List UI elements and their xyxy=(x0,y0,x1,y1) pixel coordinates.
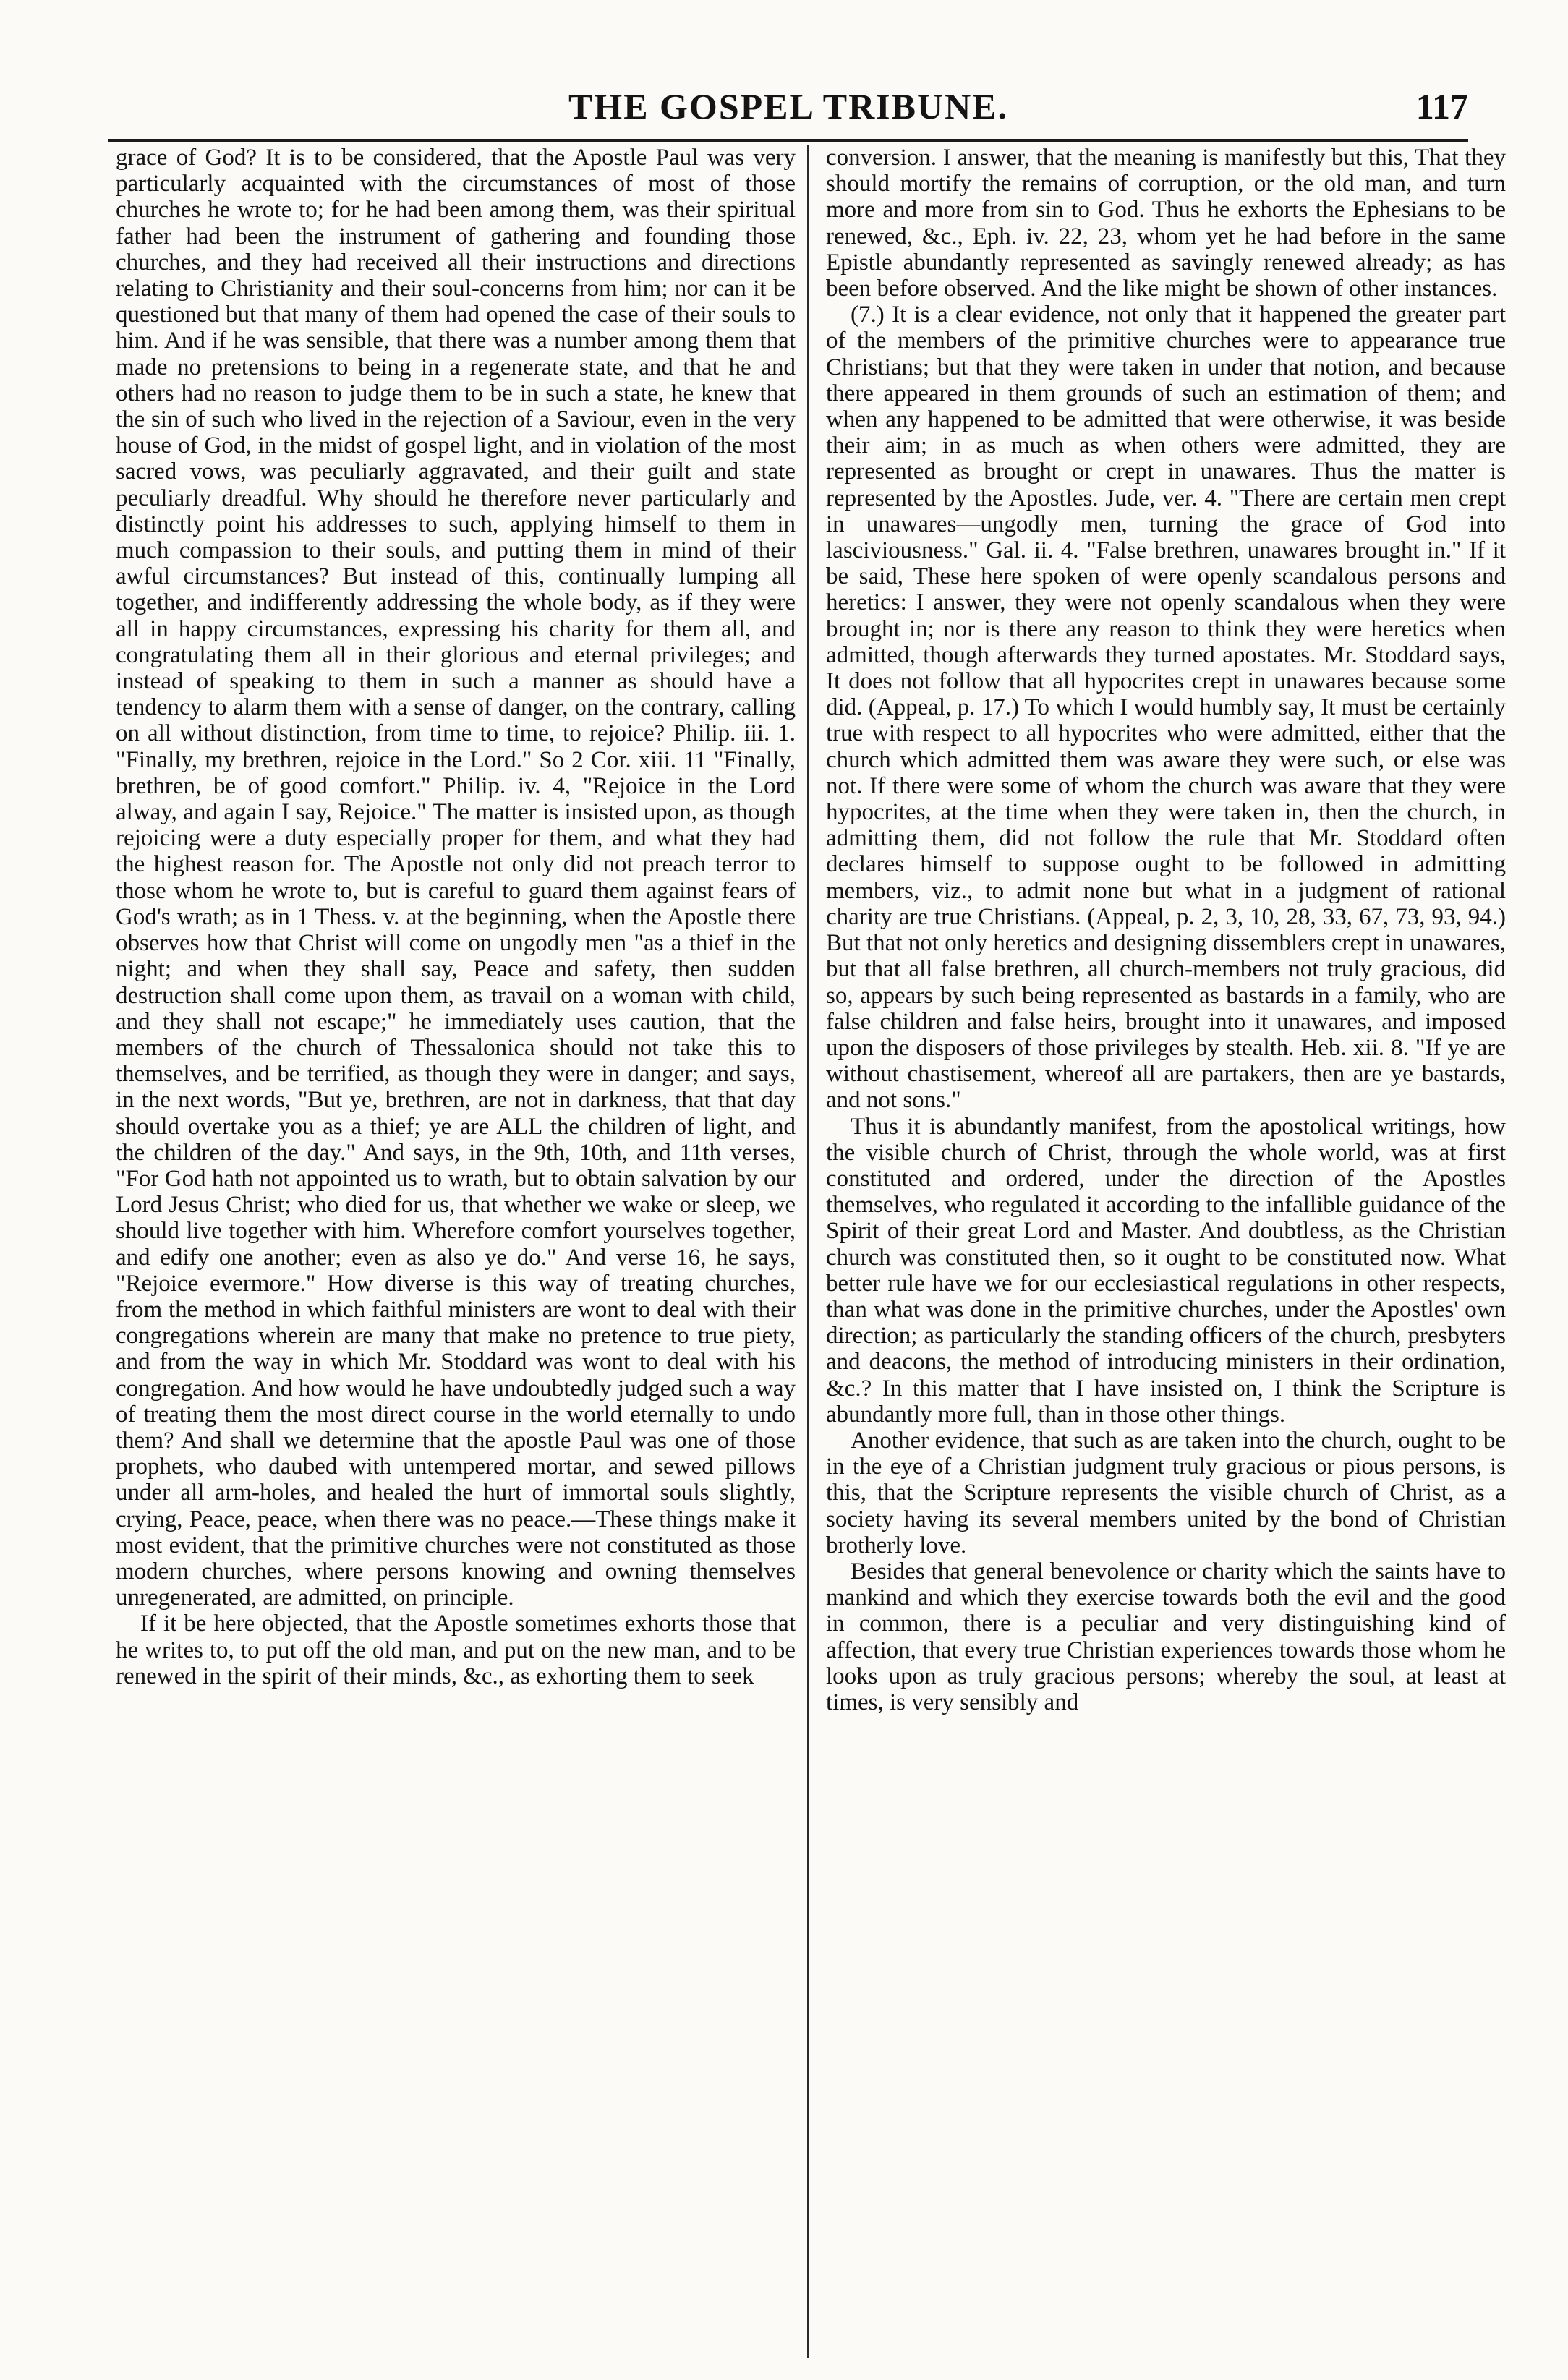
left-column xyxy=(116,145,796,2358)
publication-title: THE GOSPEL TRIBUNE. xyxy=(568,86,1009,127)
page-header xyxy=(108,85,1468,136)
paragraph: If it be here objected, that the Apostle sometimes exhorts those that he writes to, to put off the old man, and put on the new man, and to be renewed in the spirit of their minds, &c., as exhorting them to seek xyxy=(116,1611,796,1689)
paragraph: grace of God? It is to be considered, that the Apostle Paul was very particularly acquainted with the circumstances of most of those churches he wrote to; for he had been among them, was their spiritual father had been the instrument of gathering and founding those churches, and they had received all their instructions and directions relating to Christianity and their soul-concerns from him; nor can it be questioned but that many of them had opened the case of their souls to him. And if he was sensible, that there was a number among them that made no pretensions to being in a regenerate state, and that he and others had no reason to judge them to be in such a state, he knew that the sin of such who lived in the rejection of a Saviour, even in the very house of God, in the midst of gospel light, and in violation of the most sacred vows, was peculiarly aggravated, and their guilt and state peculiarly dreadful. Why should he therefore never particularly and distinctly point his addresses to such, applying himself to them in much compassion to their souls, and putting them in mind of their awful circumstances? But instead of this, continually lumping all together, and indifferently addressing the whole body, as if they were all in happy circumstances, expressing his charity for them all, and congratulating them all in their glorious and eternal privileges; and instead of speaking to them in such a manner as should have a tendency to alarm them with a sense of danger, on the contrary, calling on all without distinction, from time to time, to rejoice? Philip. iii. 1. "Finally, my brethren, rejoice in the Lord." So 2 Cor. xiii. 11 "Finally, brethren, be of good comfort." Philip. iv. 4, "Rejoice in the Lord alway, and again I say, Rejoice." The matter is insisted upon, as though rejoicing were a duty especially proper for them, and what they had the highest reason for. The Apostle not only did not preach terror to those whom he wrote to, but is careful to guard them against fears of God's wrath; as in 1 Thess. v. at the beginning, when the Apostle there observes how that Christ will come on ungodly men "as a thief in the night; and when they shall say, Peace and safety, then sudden destruction shall come upon them, as travail on a woman with child, and they shall not escape;" he immediately uses caution, that the members of the church of Thessalonica should not take this to themselves, and be terrified, as though they were in danger; and says, in the next words, "But ye, brethren, are not in darkness, that that day should overtake you as a thief; ye are ALL the children of light, and the children of the day." And says, in the 9th, 10th, and 11th verses, "For God hath not appointed us to wrath, but to obtain salvation by our Lord Jesus Christ; who died for us, that whether we wake or sleep, we should live together with him. Wherefore comfort yourselves together, and edify one another; even as also ye do." And verse 16, he says, "Rejoice evermore." How diverse is this way of treating churches, from the method in which faithful ministers are wont to deal with their congregations wherein are many that make no pretence to true piety, and from the way in which Mr. Stoddard was wont to deal with his congregation. And how would he have undoubtedly judged such a way of treating them the most direct course in the world eternally to undo them? And shall we determine that the apostle Paul was one of those prophets, who daubed with untempered mortar, and sewed pillows under all arm-holes, and healed the hurt of immortal souls slightly, crying, Peace, peace, when there was no peace.—These things make it most evident, that the primitive churches were not constituted as those modern churches, where persons knowing and owning themselves unregenerated, are admitted, on principle. xyxy=(116,145,796,1611)
paragraph: Thus it is abundantly manifest, from the apostolical writings, how the visible church of Christ, through the whole world, was at first constituted and ordered, under the direction of the Apostles themselves, who regulated it according to the infallible guidance of the Spirit of their great Lord and Master. And doubtless, as the Christian church was constituted then, so it ought to be constituted now. What better rule have we for our ecclesiastical regulations in other respects, than what was done in the primitive churches, under the Apostles' own direction; as particularly the standing officers of the church, presbyters and deacons, the method of introducing ministers in their ordination, &c.? In this matter that I have insisted on, I think the Scripture is abundantly more full, than in those other things. xyxy=(826,1113,1506,1428)
paragraph: Another evidence, that such as are taken into the church, ought to be in the eye of a Christian judgment truly gracious or pious persons, is this, that the Scripture represents the visible church of Christ, as a society having its several members united by the bond of Christian brotherly love. xyxy=(826,1427,1506,1558)
paragraph: conversion. I answer, that the meaning is manifestly but this, That they should mortify the remains of corruption, or the old man, and turn more and more from sin to God. Thus he exhorts the Ephesians to be renewed, &c., Eph. iv. 22, 23, whom yet he had before in the same Epistle abundantly represented as savingly renewed already; as has been before observed. And the like might be shown of other instances. xyxy=(826,145,1506,302)
header-rule xyxy=(108,139,1468,142)
column-divider xyxy=(807,145,809,2358)
right-column xyxy=(826,145,1506,2358)
paragraph: Besides that general benevolence or charity which the saints have to mankind and which they exercise towards both the evil and the good in common, there is a peculiar and very distinguishing kind of affection, that every true Christian experiences towards those whom he looks upon as truly gracious persons; whereby the soul, at least at times, is very sensibly and xyxy=(826,1558,1506,1715)
page-number: 117 xyxy=(1415,86,1468,127)
paragraph: (7.) It is a clear evidence, not only that it happened the greater part of the members of the primitive churches were to appearance true Christians; but that they were taken in under that notion, and because there appeared in them grounds of such an estimation of them; and when any happened to be admitted that were otherwise, it was beside their aim; in as much as when others were admitted, they are represented as brought or crept in unawares. Thus the matter is represented by the Apostles. Jude, ver. 4. "There are certain men crept in unawares—ungodly men, turning the grace of God into lasciviousness." Gal. ii. 4. "False brethren, unawares brought in." If it be said, These here spoken of were openly scandalous persons and heretics: I answer, they were not openly scandalous when they were brought in; nor is there any reason to think they were heretics when admitted, though afterwards they turned apostates. Mr. Stoddard says, It does not follow that all hypocrites crept in unawares because some did. (Appeal, p. 17.) To which I would humbly say, It must be certainly true with respect to all hypocrites who were admitted, either that the church which admitted them was aware they were such, or else was not. If there were some of whom the church was aware that they were hypocrites, at the time when they were taken in, then the church, in admitting them, did not follow the rule that Mr. Stoddard often declares himself to suppose ought to be followed in admitting members, viz., to admit none but what in a judgment of rational charity are true Christians. (Appeal, p. 2, 3, 10, 28, 33, 67, 73, 93, 94.) But that not only heretics and designing dissemblers crept in unawares, but that all false brethren, all church-members not truly gracious, did so, appears by such being represented as bastards in a family, who are false children and false heirs, brought into it unawares, and imposed upon the disposers of those privileges by stealth. Heb. xii. 8. "If ye are without chastisement, whereof all are partakers, then are ye bastards, and not sons." xyxy=(826,302,1506,1114)
